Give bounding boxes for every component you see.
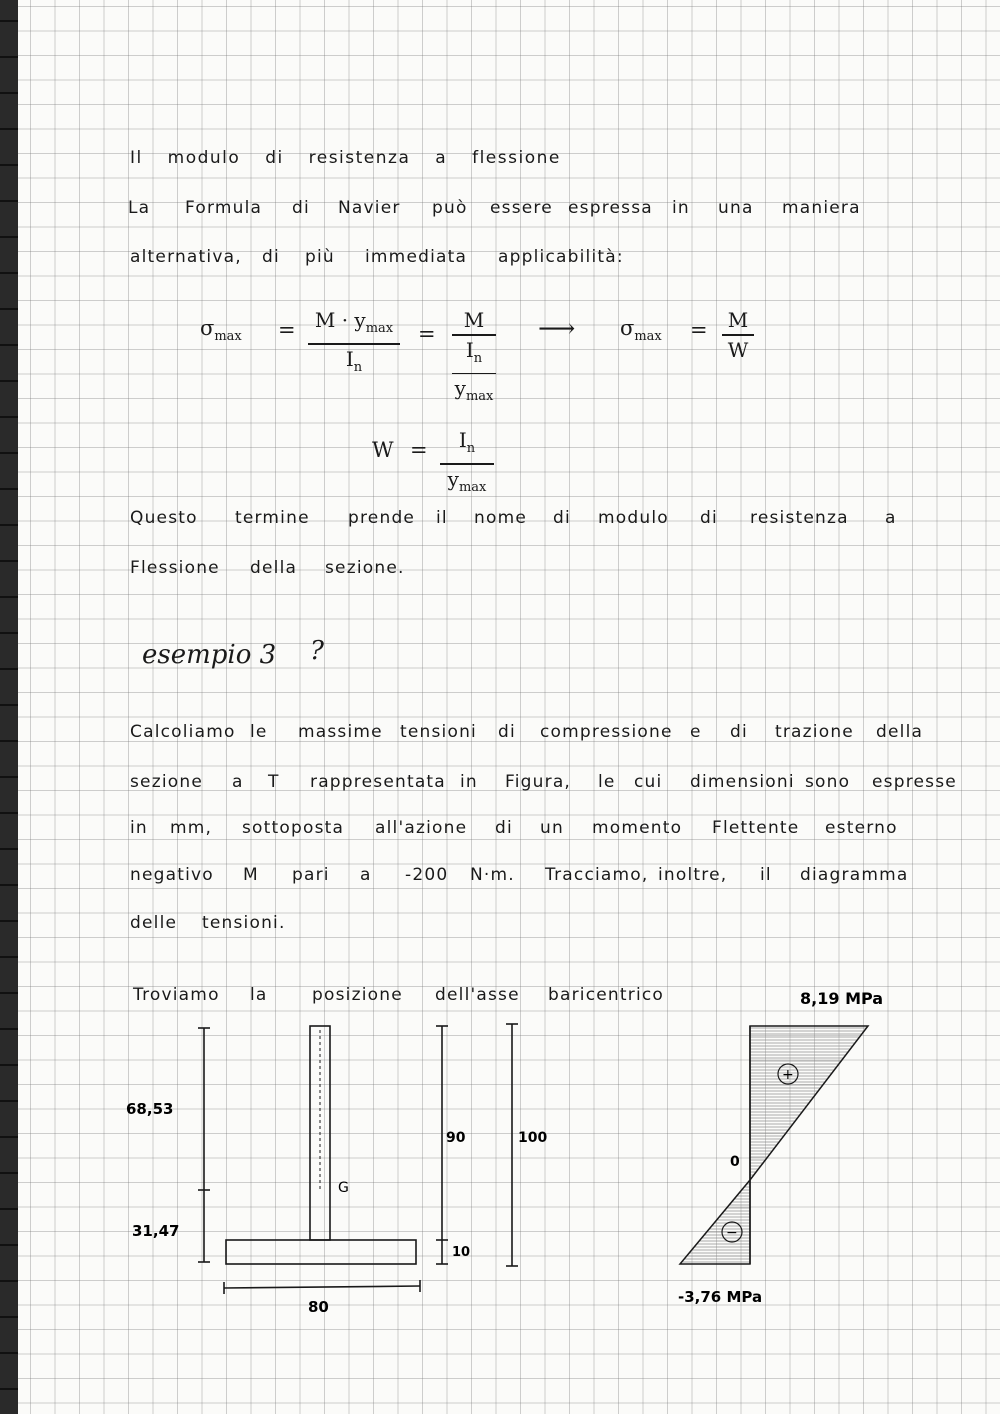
example-line-5: [0, 913, 1000, 943]
word: Tracciamo,: [545, 865, 649, 885]
definition-line-1: [0, 508, 1000, 538]
dim-flange-label: 10: [452, 1245, 471, 1260]
stress-diagram: [660, 982, 960, 1312]
word: applicabilità:: [498, 247, 624, 267]
word: Flessione: [130, 558, 220, 578]
word: pari: [292, 865, 330, 885]
word: Navier: [338, 198, 401, 218]
question-mark: ?: [310, 636, 324, 666]
example-line-4: [0, 865, 1000, 895]
word: negativo: [130, 865, 214, 885]
word: nome: [474, 508, 527, 528]
word: immediata: [365, 247, 468, 267]
example-heading: esempio 3: [142, 640, 277, 670]
word: Calcoliamo: [130, 722, 236, 742]
word: a: [232, 772, 244, 792]
word: delle: [130, 913, 178, 933]
neutral-zero: 0: [730, 1154, 740, 1170]
word: mm,: [170, 818, 213, 838]
word: N·m.: [470, 865, 515, 885]
word: termine: [235, 508, 310, 528]
word: Formula: [185, 198, 263, 218]
word: tensioni.: [202, 913, 286, 933]
word: M: [243, 865, 259, 885]
word: alternativa,: [130, 247, 242, 267]
word: a: [360, 865, 372, 885]
equals-sign-3: =: [690, 318, 708, 342]
word: inoltre,: [658, 865, 728, 885]
word: della: [876, 722, 924, 742]
word: trazione: [775, 722, 854, 742]
plus-sign: +: [782, 1067, 794, 1083]
word: tensioni: [400, 722, 477, 742]
word: resistenza: [750, 508, 849, 528]
word: -200: [405, 865, 449, 885]
word: di: [730, 722, 748, 742]
dim-top-label: 68,53: [126, 1100, 174, 1118]
dim-web-label: 90: [446, 1130, 466, 1146]
word: all'azione: [375, 818, 468, 838]
word: baricentrico: [548, 985, 665, 1005]
word: il: [760, 865, 772, 885]
word: sono: [805, 772, 851, 792]
word: sezione: [130, 772, 203, 792]
word: diagramma: [800, 865, 909, 885]
word: dimensioni: [690, 772, 795, 792]
word: dell'asse: [435, 985, 520, 1005]
word: in: [460, 772, 478, 792]
word: espressa: [568, 198, 653, 218]
word: essere: [490, 198, 553, 218]
word: la: [250, 985, 268, 1005]
word: in: [130, 818, 148, 838]
word: esterno: [825, 818, 898, 838]
word: prende: [348, 508, 416, 528]
stress-bottom-value: -3,76 MPa: [678, 1288, 763, 1306]
word: della: [250, 558, 298, 578]
word: momento: [592, 818, 683, 838]
word: e: [690, 722, 702, 742]
word: Figura,: [505, 772, 572, 792]
word: le: [250, 722, 268, 742]
equals-sign: =: [278, 318, 296, 342]
fraction-modulus: M W: [722, 308, 754, 362]
word: La: [128, 198, 151, 218]
dim-width-label: 80: [308, 1298, 329, 1316]
word: più: [305, 247, 335, 267]
definition-line-2: [0, 558, 1000, 588]
word: di: [262, 247, 280, 267]
word: maniera: [782, 198, 861, 218]
word: di: [553, 508, 571, 528]
word: espresse: [872, 772, 957, 792]
w-symbol: W: [372, 438, 394, 462]
t-section-figure: [110, 1010, 570, 1330]
word: Questo: [130, 508, 198, 528]
fraction-w: $I_n$ $y_{max}$: [440, 428, 494, 500]
fraction-compound: M $I_n$ $y_{max}$: [452, 308, 496, 409]
example-line-2: [0, 772, 1000, 802]
word: le: [598, 772, 616, 792]
stress-top-value: 8,19 MPa: [800, 989, 884, 1008]
word: cui: [634, 772, 663, 792]
word: sottoposta: [242, 818, 345, 838]
minus-sign: −: [726, 1225, 738, 1241]
page-title: Il modulo di resistenza a flessione: [130, 148, 561, 168]
example-line-3: [0, 818, 1000, 848]
word: una: [718, 198, 754, 218]
word: massime: [298, 722, 383, 742]
word: modulo: [598, 508, 669, 528]
word: di: [498, 722, 516, 742]
equals-sign-2: =: [418, 322, 436, 346]
word: a: [885, 508, 897, 528]
equals-sign-w: =: [410, 438, 428, 462]
intro-line-2: [0, 247, 1000, 277]
word: Flettente: [712, 818, 800, 838]
centroid-label: G: [338, 1180, 349, 1196]
word: può: [432, 198, 468, 218]
dim-total-label: 100: [518, 1130, 548, 1146]
word: compressione: [540, 722, 673, 742]
arrow: ⟶: [538, 314, 576, 344]
word: sezione.: [325, 558, 405, 578]
fraction-navier: $M \cdot y_{max}$ $I_n$: [308, 308, 400, 380]
sigma-max-symbol-2: $\sigma_{max}$: [620, 316, 662, 345]
word: T: [268, 772, 280, 792]
word: un: [540, 818, 564, 838]
word: posizione: [312, 985, 403, 1005]
word: di: [495, 818, 513, 838]
word: di: [700, 508, 718, 528]
word: di: [292, 198, 310, 218]
intro-line-1: [0, 198, 1000, 228]
example-line-1: [0, 722, 1000, 752]
sigma-max-symbol: $\sigma_{max}$: [200, 316, 242, 345]
word: rappresentata: [310, 772, 446, 792]
word: il: [436, 508, 448, 528]
word: in: [672, 198, 690, 218]
dim-bottom-label: 31,47: [132, 1222, 180, 1240]
word: Troviamo: [133, 985, 220, 1005]
